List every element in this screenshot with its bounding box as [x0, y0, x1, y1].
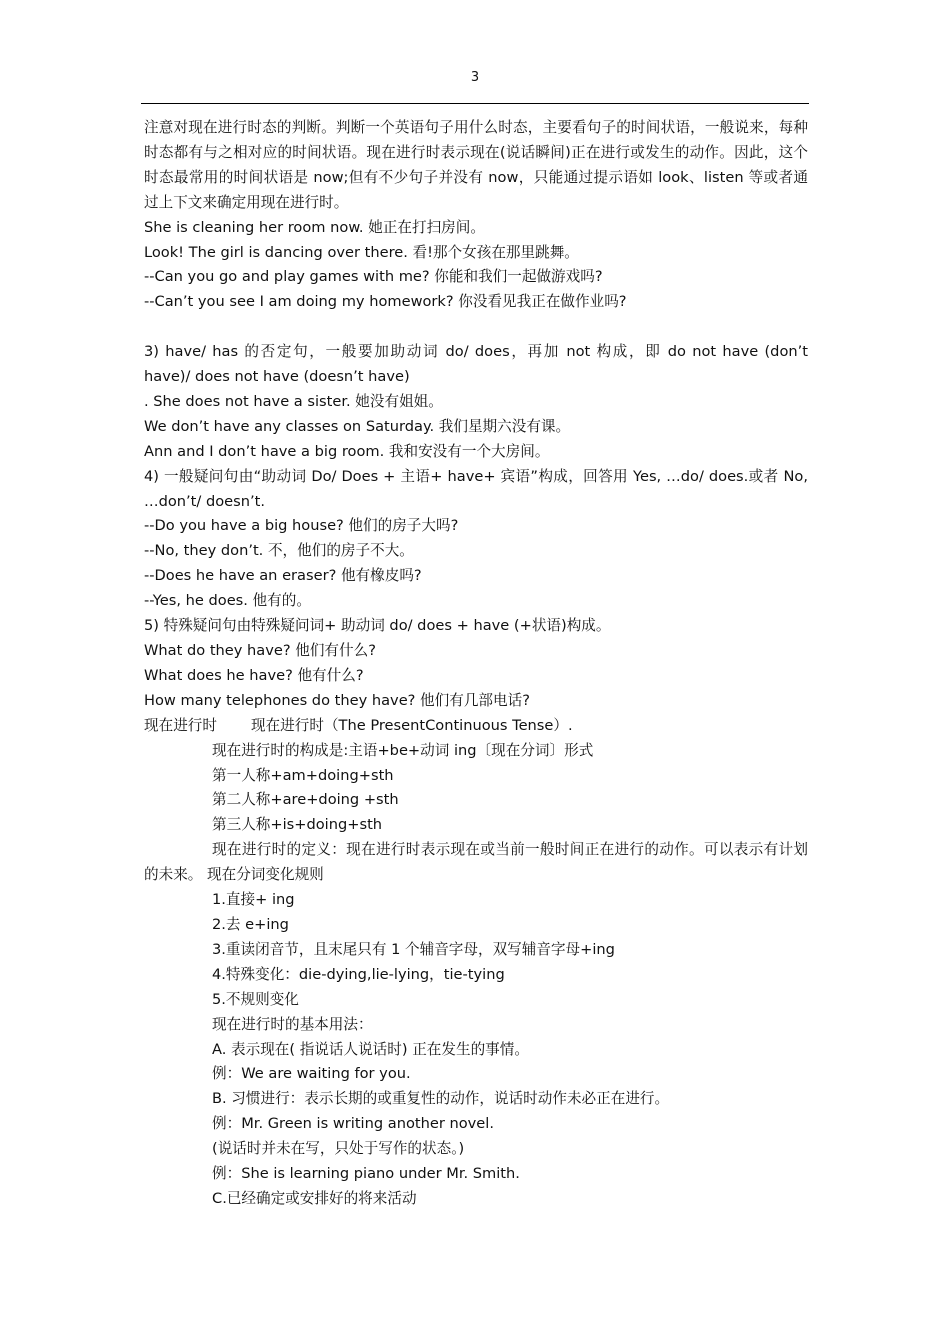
structure-line: 第三人称+is+doing+sth: [212, 816, 383, 834]
example-sentence: Look! The girl is dancing over there. 看!那个女孩在那里跳舞。: [144, 243, 579, 261]
usage-heading: 现在进行时的基本用法：: [212, 1015, 373, 1033]
rule-item: 4.特殊变化：die-dying,lie-lying，tie-tying: [212, 965, 505, 983]
page-number: 3: [470, 70, 480, 85]
usage-example: 例：She is learning piano under Mr. Smith.: [212, 1165, 520, 1183]
structure-line: 第二人称+are+doing +sth: [212, 791, 399, 809]
usage-note: (说话时并未在写，只处于写作的状态。): [212, 1140, 465, 1158]
section-heading-label: 现在进行时: [144, 716, 217, 734]
rule-item: 2.去 e+ing: [212, 915, 289, 933]
usage-item: C.已经确定或安排好的将来活动: [212, 1189, 417, 1207]
example-sentence: We don’t have any classes on Saturday. 我们星期六没有课。: [144, 417, 571, 435]
document-body: [144, 116, 808, 1212]
example-sentence: What does he have? 他有什么?: [144, 666, 364, 684]
paragraph-tense-judgment: 注意对现在进行时态的判断。判断一个英语句子用什么时态，主要看句子的时间状语，一般说来，每种时态都有与之相对应的时间状语。现在进行时表示现在(说话瞬间)正在进行或发生的动作。因此，这个时态最常用的时间状语是 now;但有不少句子并没有 now，只能通过提示语如 look、listen 等或者通过上下文来确定用现在进行时。: [144, 119, 808, 211]
header-rule: [141, 103, 809, 104]
example-sentence: She is cleaning her room now. 她正在打扫房间。: [144, 218, 485, 236]
section-heading-title: 现在进行时（The PresentContinuous Tense）.: [250, 716, 573, 734]
rule-special-question: 5) 特殊疑问句由特殊疑问词+ 助动词 do/ does + have (+状语)构成。: [144, 617, 611, 635]
blank-line: [144, 315, 808, 340]
example-sentence: --No, they don’t. 不，他们的房子不大。: [144, 542, 414, 560]
definition-paragraph: 现在进行时的定义：现在进行时表示现在或当前一般时间正在进行的动作。可以表示有计划的未来。 现在分词变化规则: [144, 841, 808, 884]
example-sentence: What do they have? 他们有什么?: [144, 642, 376, 660]
section-heading: [144, 714, 808, 739]
example-sentence: --Can you go and play games with me? 你能和我们一起做游戏吗?: [144, 268, 603, 286]
example-sentence: --Can’t you see I am doing my homework? 你没看见我正在做作业吗?: [144, 293, 627, 311]
rule-item: 3.重读闭音节，且末尾只有 1 个辅音字母，双写辅音字母+ing: [212, 940, 615, 958]
example-sentence: --Do you have a big house? 他们的房子大吗?: [144, 517, 459, 535]
structure-line: 第一人称+am+doing+sth: [212, 766, 394, 784]
rule-item: 5.不规则变化: [212, 990, 299, 1008]
usage-example: 例：We are waiting for you.: [212, 1065, 411, 1083]
structure-line: 现在进行时的构成是:主语+be+动词 ing〔现在分词〕形式: [212, 741, 594, 759]
example-sentence: --Does he have an eraser? 他有橡皮吗?: [144, 567, 422, 585]
usage-item: B. 习惯进行：表示长期的或重复性的动作，说话时动作未必正在进行。: [212, 1090, 670, 1108]
rule-item: 1.直接+ ing: [212, 891, 295, 909]
rule-general-question: 4) 一般疑问句由“助动词 Do/ Does + 主语+ have+ 宾语”构成，回答用 Yes, …do/ does.或者 No, …don’t/ doesn’t.: [144, 467, 808, 510]
rule-negative-have: 3) have/ has 的否定句，一般要加助动词 do/ does，再加 not 构成，即 do not have (don’t have)/ does not have (doesn’t have): [144, 343, 808, 386]
usage-example: 例：Mr. Green is writing another novel.: [212, 1115, 494, 1133]
example-sentence: --Yes, he does. 他有的。: [144, 592, 311, 610]
example-sentence: How many telephones do they have? 他们有几部电话?: [144, 691, 530, 709]
usage-item: A. 表示现在( 指说话人说话时) 正在发生的事情。: [212, 1040, 529, 1058]
example-sentence: Ann and I don’t have a big room. 我和安没有一个大房间。: [144, 442, 550, 460]
example-sentence: . She does not have a sister. 她没有姐姐。: [144, 392, 443, 410]
